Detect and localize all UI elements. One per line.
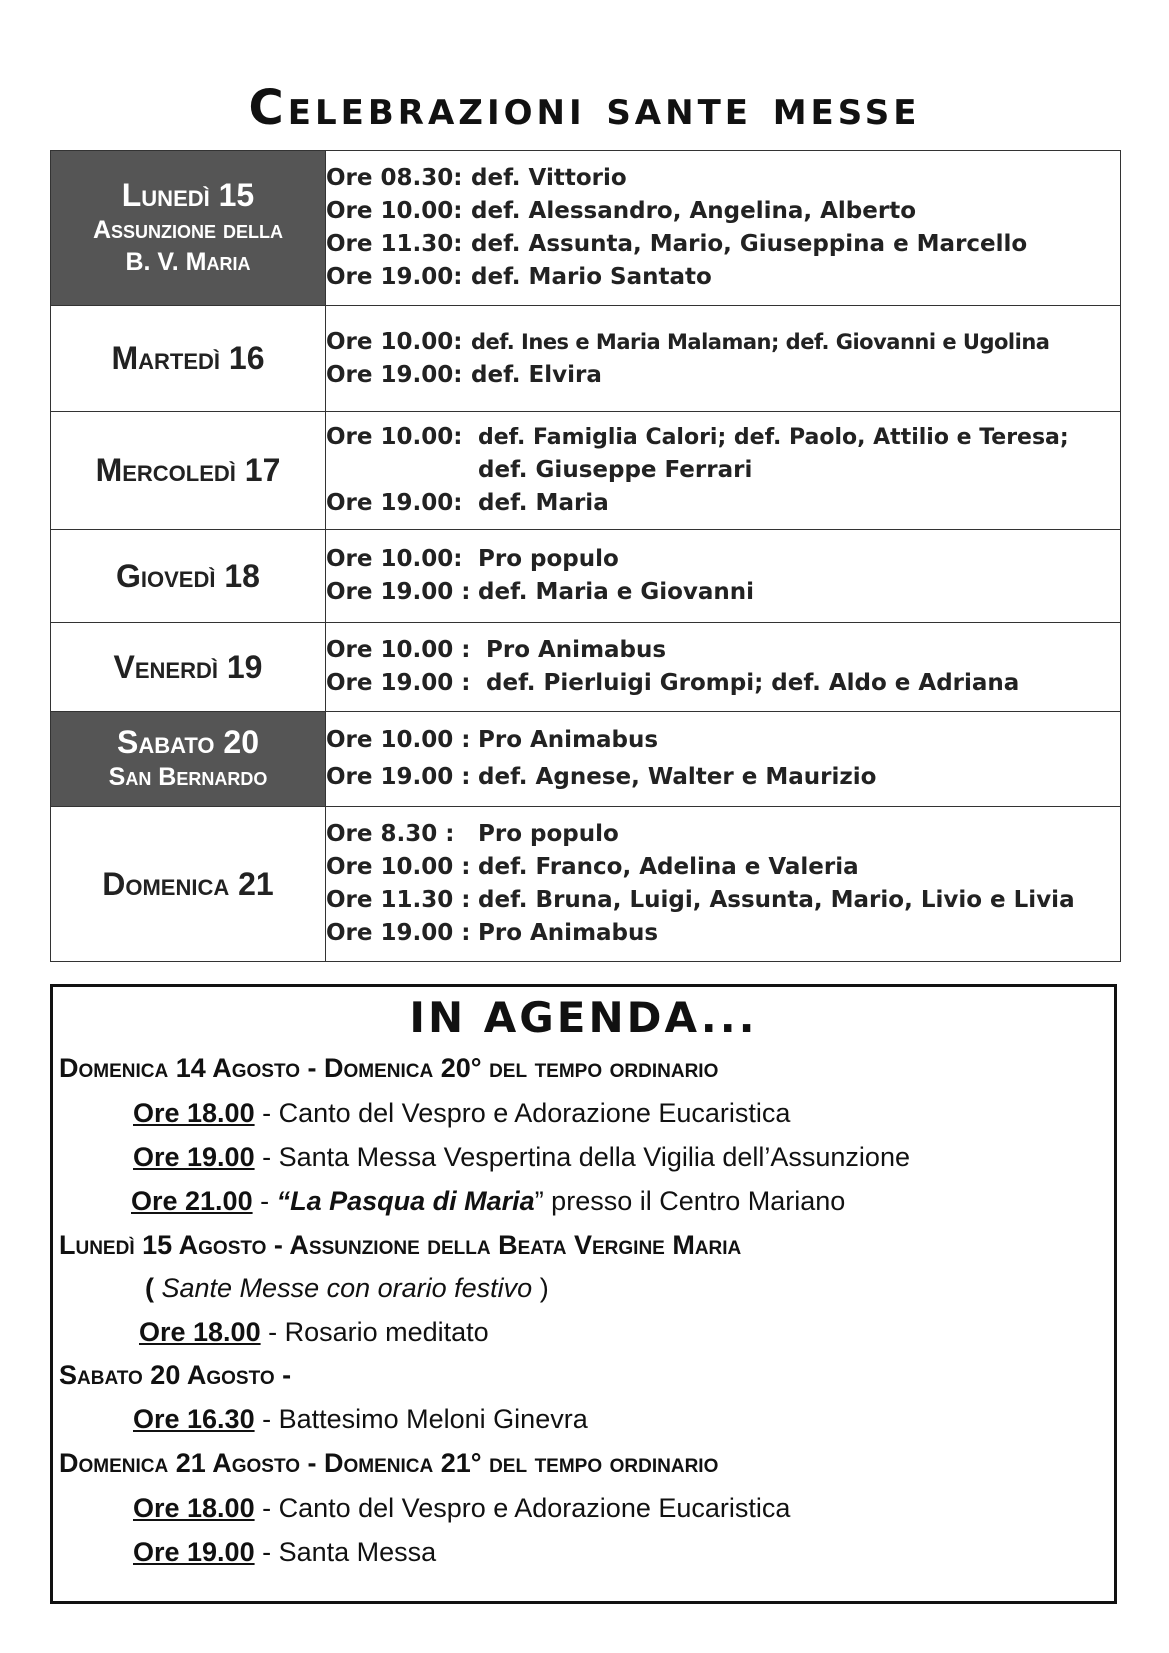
mass-time: Ore 11.30: — [326, 231, 463, 257]
event-separator: - — [252, 1186, 277, 1216]
mass-time: Ore 10.00 : — [326, 637, 471, 663]
mass-time: Ore 19.00 : — [326, 670, 471, 696]
masses-cell — [326, 151, 1121, 306]
agenda-event — [133, 1098, 790, 1129]
mass-intention: def. Alessandro, Angelina, Alberto — [471, 198, 916, 224]
day-cell — [51, 530, 326, 623]
event-description: - Santa Messa Vespertina della Vigilia dell’Assunzione — [254, 1142, 910, 1172]
day-subtitle: San Bernardo — [108, 763, 268, 792]
mass-intention: def. Maria — [478, 490, 609, 516]
mass-time: Ore 10.00 : — [326, 727, 471, 753]
mass-intention: def. Assunta, Mario, Giuseppina e Marcello — [471, 231, 1028, 257]
mass-intention: def. Maria e Giovanni — [478, 579, 755, 605]
mass-time: Ore 10.00: — [326, 546, 463, 572]
agenda-event — [133, 1493, 790, 1524]
agenda-event — [139, 1317, 489, 1348]
mass-entry — [326, 722, 1120, 759]
event-description: - Rosario meditato — [260, 1317, 489, 1347]
note-close-paren: ) — [532, 1273, 549, 1303]
day-subtitle: B. V. Maria — [125, 248, 251, 277]
masses-cell — [326, 530, 1121, 623]
agenda-event — [133, 1404, 588, 1435]
mass-intention: Pro Animabus — [478, 727, 659, 753]
event-description: ” presso il Centro Mariano — [534, 1186, 846, 1216]
day-cell — [51, 306, 326, 412]
mass-intention: def. Ines e Maria Malaman; def. Giovanni e Ugolina — [471, 329, 1050, 354]
mass-intention: def. Mario Santato — [471, 264, 712, 290]
day-cell — [51, 623, 326, 712]
mass-intention: Pro populo — [478, 821, 619, 847]
day-cell — [51, 712, 326, 807]
schedule-row-monday — [51, 151, 1121, 306]
mass-intention: Pro populo — [478, 546, 619, 572]
page-title: Celebrazioni sante messe — [248, 80, 921, 136]
agenda-event — [133, 1142, 910, 1173]
agenda-event — [131, 1186, 845, 1217]
mass-time: Ore 19.00: — [326, 490, 463, 516]
event-time: Ore 18.00 — [133, 1493, 255, 1523]
event-time: Ore 19.00 — [133, 1142, 255, 1172]
mass-entry — [326, 228, 1120, 261]
event-description: - Canto del Vespro e Adorazione Eucaristica — [254, 1493, 791, 1523]
mass-schedule-table — [50, 150, 1121, 962]
agenda-box — [50, 984, 1117, 1604]
event-description: - Santa Messa — [254, 1537, 437, 1567]
mass-entry — [326, 634, 1120, 667]
agenda-day-heading: Sabato 20 Agosto - — [59, 1360, 292, 1390]
mass-intention: Pro Animabus — [486, 637, 667, 663]
agenda-note — [145, 1273, 549, 1304]
day-label: Domenica 21 — [102, 865, 274, 902]
day-label: Giovedì 18 — [116, 557, 260, 594]
day-cell — [51, 151, 326, 306]
event-description: - Canto del Vespro e Adorazione Eucaristica — [254, 1098, 791, 1128]
mass-entry — [326, 454, 1120, 487]
schedule-row-thursday — [51, 530, 1121, 623]
mass-time: Ore 8.30 : — [326, 821, 455, 847]
event-title: “La Pasqua di Maria — [276, 1186, 535, 1216]
mass-time: Ore 10.00 : — [326, 854, 471, 880]
schedule-row-saturday — [51, 712, 1121, 807]
agenda-day-heading: Domenica 14 Agosto - Domenica 20° del tempo ordinario — [59, 1053, 719, 1083]
mass-intention: def. Elvira — [471, 361, 602, 388]
mass-entry — [326, 884, 1120, 917]
mass-time: Ore 08.30: — [326, 165, 463, 191]
mass-entry — [326, 421, 1120, 454]
day-label: Venerdì 19 — [113, 648, 263, 685]
masses-cell — [326, 623, 1121, 712]
mass-time: Ore 19.00 : — [326, 920, 471, 946]
agenda-event — [133, 1537, 436, 1568]
mass-time — [326, 454, 478, 487]
mass-time: Ore 19.00 : — [326, 579, 471, 605]
schedule-row-friday — [51, 623, 1121, 712]
mass-entry — [326, 359, 1120, 392]
mass-intention: def. Vittorio — [471, 165, 627, 191]
mass-entry — [326, 576, 1120, 609]
mass-entry — [326, 917, 1120, 950]
mass-entry — [326, 261, 1120, 294]
mass-entry — [326, 162, 1120, 195]
schedule-row-sunday — [51, 807, 1121, 962]
day-label: Mercoledì 17 — [95, 452, 281, 489]
note-open-paren: ( — [145, 1273, 162, 1303]
event-description: - Battesimo Meloni Ginevra — [254, 1404, 588, 1434]
masses-cell — [326, 807, 1121, 962]
mass-intention: def. Bruna, Luigi, Assunta, Mario, Livio e Livia — [478, 887, 1075, 913]
mass-intention: def. Franco, Adelina e Valeria — [478, 854, 859, 880]
mass-entry — [326, 667, 1120, 700]
mass-entry — [326, 759, 1120, 796]
day-label: Martedì 16 — [111, 340, 265, 377]
mass-intention: def. Famiglia Calori; def. Paolo, Attilio e Teresa; — [478, 425, 1069, 450]
agenda-day-heading: Domenica 21 Agosto - Domenica 21° del tempo ordinario — [59, 1448, 719, 1478]
event-time: Ore 19.00 — [133, 1537, 255, 1567]
mass-entry — [326, 487, 1120, 520]
mass-entry — [326, 818, 1120, 851]
agenda-title: IN AGENDA... — [409, 993, 758, 1042]
mass-time: Ore 10.00: — [326, 424, 463, 450]
day-cell — [51, 807, 326, 962]
schedule-row-wednesday — [51, 412, 1121, 530]
mass-time: Ore 19.00 : — [326, 764, 471, 790]
event-time: Ore 18.00 — [133, 1098, 255, 1128]
mass-time: Ore 19.00: — [326, 361, 463, 388]
mass-entry — [326, 326, 1120, 359]
mass-time: Ore 19.00: — [326, 264, 463, 290]
mass-entry — [326, 195, 1120, 228]
masses-cell — [326, 712, 1121, 807]
schedule-row-tuesday — [51, 306, 1121, 412]
mass-time: Ore 10.00: — [326, 328, 463, 355]
mass-entry — [326, 851, 1120, 884]
day-label: Sabato 20 — [116, 724, 259, 761]
note-text: Sante Messe con orario festivo — [161, 1273, 533, 1303]
mass-entry — [326, 543, 1120, 576]
event-time: Ore 16.30 — [133, 1404, 255, 1434]
mass-intention: def. Agnese, Walter e Maurizio — [478, 764, 877, 790]
agenda-day-heading: Lunedì 15 Agosto - Assunzione della Beata Vergine Maria — [59, 1230, 742, 1260]
masses-cell — [326, 306, 1121, 412]
event-time: Ore 18.00 — [139, 1317, 261, 1347]
mass-time: Ore 10.00: — [326, 198, 463, 224]
masses-cell — [326, 412, 1121, 530]
day-cell — [51, 412, 326, 530]
event-time: Ore 21.00 — [131, 1186, 253, 1216]
day-label: Lunedì 15 — [121, 177, 255, 214]
mass-intention: def. Giuseppe Ferrari — [478, 457, 753, 483]
day-subtitle: Assunzione della — [92, 215, 283, 244]
mass-intention: def. Pierluigi Grompi; def. Aldo e Adriana — [486, 670, 1020, 696]
mass-time: Ore 11.30 : — [326, 887, 471, 913]
mass-intention: Pro Animabus — [478, 920, 659, 946]
